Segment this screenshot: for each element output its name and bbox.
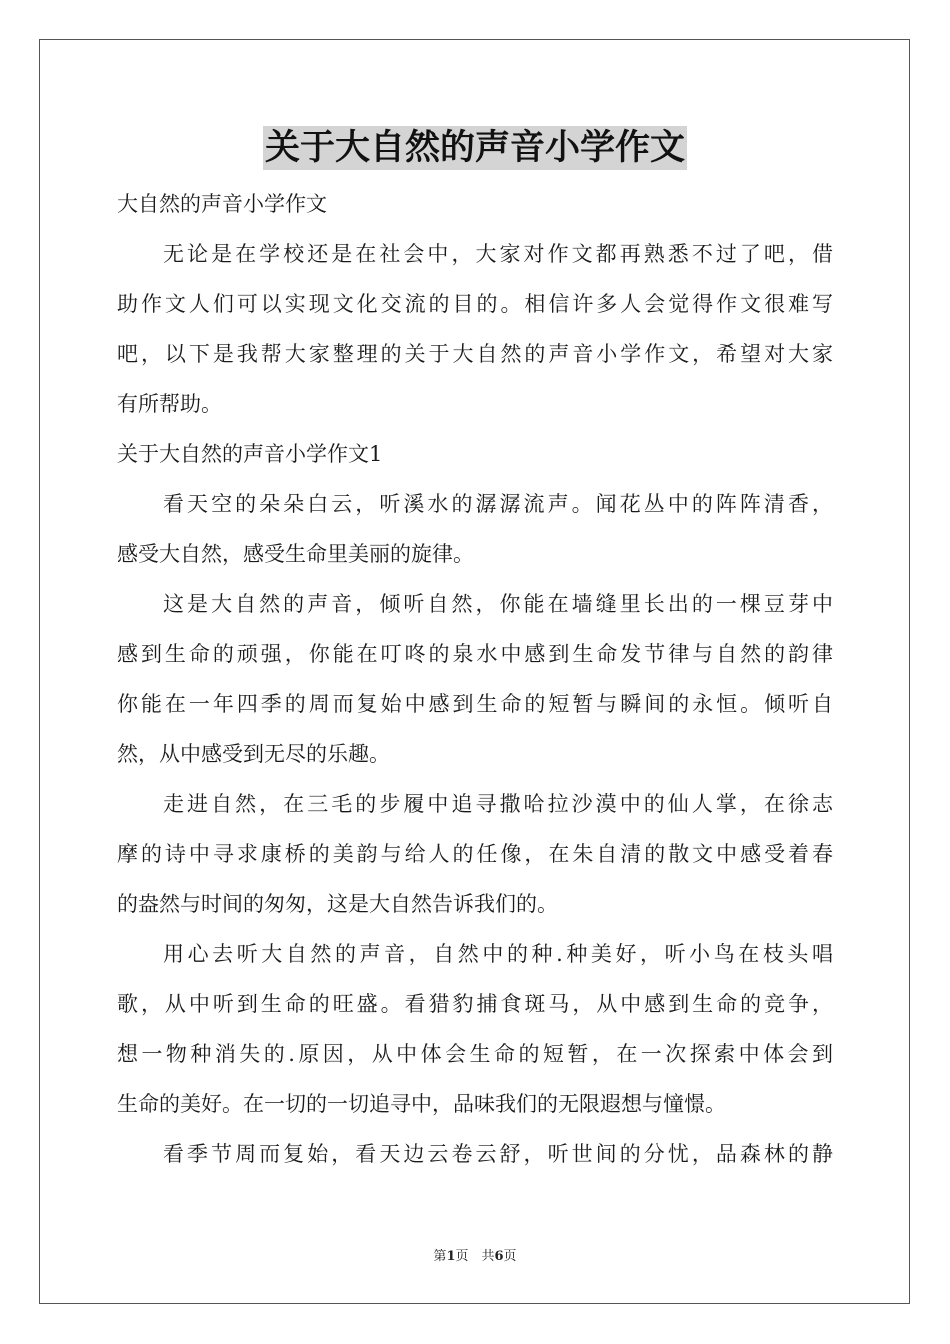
- paragraph-line: 摩的诗中寻求康桥的美韵与给人的任像，在朱自清的散文中感受着春: [117, 842, 833, 866]
- paragraph-line: 用心去听大自然的声音，自然中的种.种美好，听小鸟在枝头唱: [163, 942, 833, 966]
- paragraph-line: 这是大自然的声音，倾听自然，你能在墙缝里长出的一棵豆芽中: [163, 592, 833, 616]
- footer-page-number: 1: [446, 1249, 456, 1264]
- page-footer: [0, 1245, 950, 1264]
- document-body: [117, 179, 833, 1179]
- paragraph-line: 的盎然与时间的匆匆，这是大自然告诉我们的。: [117, 892, 558, 916]
- paragraph-line: 走进自然，在三毛的步履中追寻撒哈拉沙漠中的仙人掌，在徐志: [163, 792, 833, 816]
- paragraph-line: 生命的美好。在一切的一切追寻中，品味我们的无限遐想与憧憬。: [117, 1092, 726, 1116]
- footer-suffix: 页: [503, 1249, 517, 1264]
- paragraph-line: 然，从中感受到无尽的乐趣。: [117, 742, 390, 766]
- paragraph-line: 想一物种消失的.原因，从中体会生命的短暂，在一次探索中体会到: [117, 1042, 833, 1066]
- paragraph-line: 感到生命的顽强，你能在叮咚的泉水中感到生命发节律与自然的韵律: [117, 642, 833, 666]
- paragraph-line: 有所帮助。: [117, 392, 222, 416]
- paragraph-line: 看季节周而复始，看天边云卷云舒，听世间的分忧，品森林的静: [163, 1142, 833, 1166]
- paragraph-line: 歌，从中听到生命的旺盛。看猎豹捕食斑马，从中感到生命的竞争，: [117, 992, 833, 1016]
- section-heading: 关于大自然的声音小学作文1: [117, 442, 383, 466]
- paragraph-line: 看天空的朵朵白云，听溪水的潺潺流声。闻花丛中的阵阵清香，: [163, 492, 833, 516]
- paragraph-line: 感受大自然，感受生命里美丽的旋律。: [117, 542, 474, 566]
- footer-middle: 页 共: [455, 1249, 495, 1264]
- paragraph-line: 助作文人们可以实现文化交流的目的。相信许多人会觉得作文很难写: [117, 292, 833, 316]
- paragraph-line: 无论是在学校还是在社会中，大家对作文都再熟悉不过了吧，借: [163, 242, 833, 266]
- document-title: 关于大自然的声音小学作文: [264, 127, 685, 168]
- title-container: [0, 126, 950, 170]
- paragraph-line: 吧，以下是我帮大家整理的关于大自然的声音小学作文，希望对大家: [117, 342, 833, 366]
- footer-prefix: 第: [433, 1249, 447, 1264]
- footer-total-pages: 6: [494, 1249, 504, 1264]
- paragraph-line: 你能在一年四季的周而复始中感到生命的短暂与瞬间的永恒。倾听自: [117, 692, 833, 716]
- subtitle-line: 大自然的声音小学作文: [117, 192, 327, 216]
